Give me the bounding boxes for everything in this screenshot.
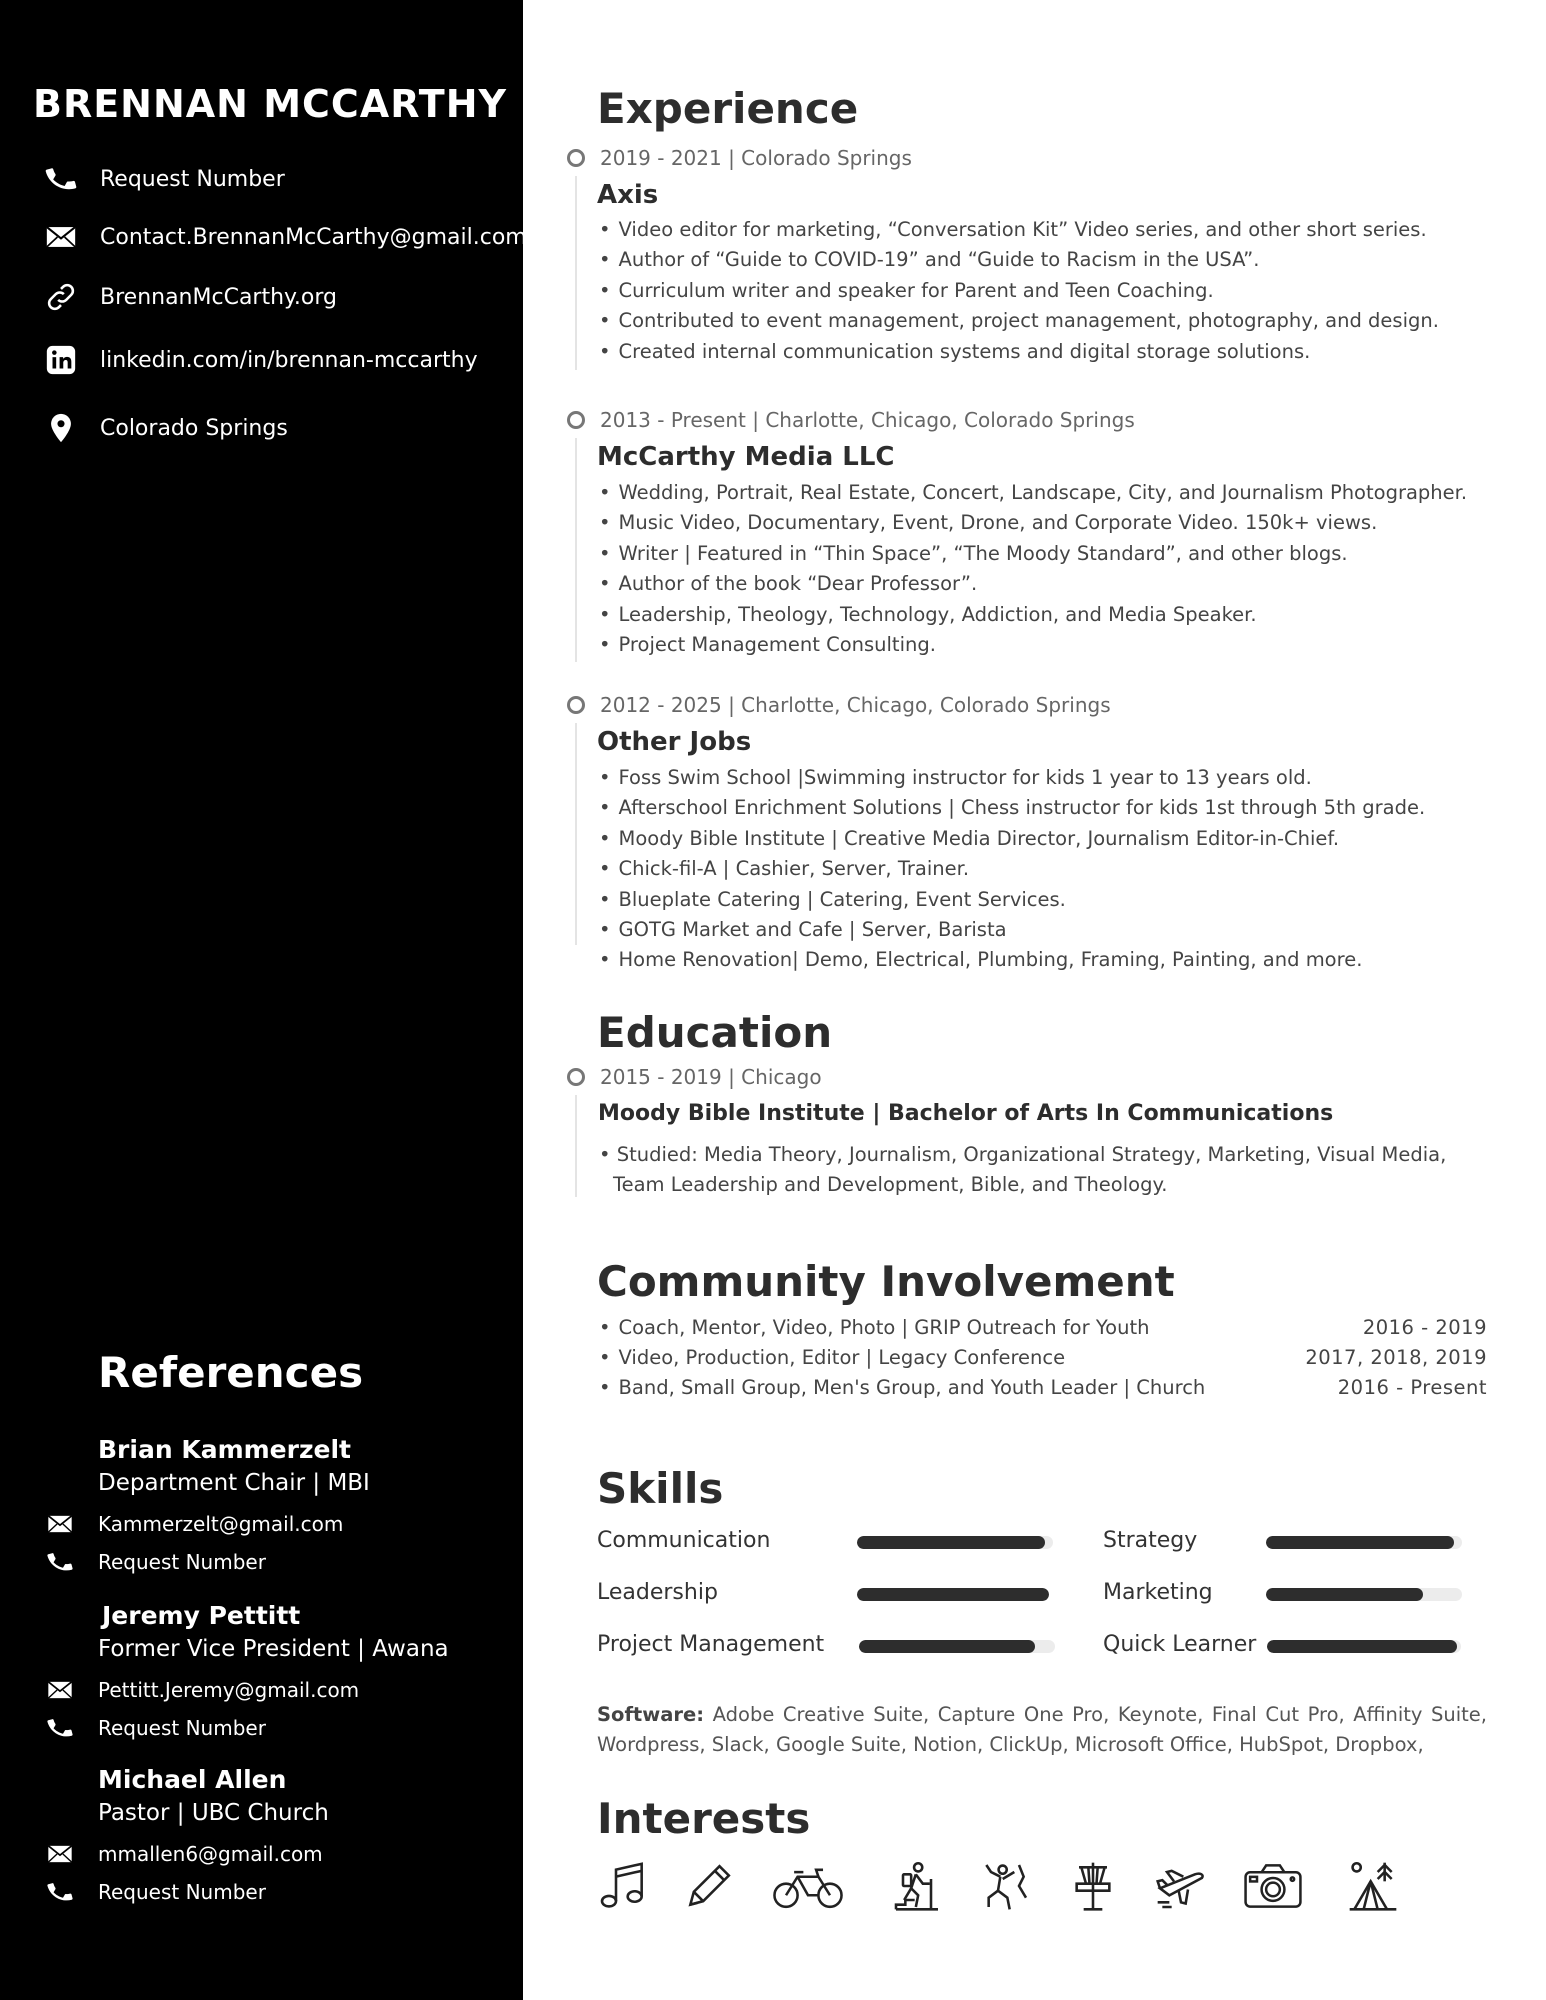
- hiking-icon: [889, 1858, 945, 1914]
- phone-icon: [44, 1712, 76, 1744]
- timeline-dot: [567, 411, 585, 429]
- bullet-item: • Blueplate Catering | Catering, Event Services.: [599, 885, 1425, 915]
- software-list: [597, 1700, 1487, 1760]
- timeline-dot: [567, 1068, 585, 1086]
- reference-phone-text: Request Number: [98, 1880, 266, 1904]
- education-title: Education: [597, 1008, 833, 1057]
- skill-bar: [857, 1588, 1049, 1601]
- skill-fill: [1267, 1640, 1457, 1653]
- reference-email-text[interactable]: Pettitt.Jeremy@gmail.com: [98, 1678, 360, 1702]
- reference-role: Pastor | UBC Church: [98, 1800, 329, 1826]
- camping-icon: [1345, 1858, 1401, 1914]
- camera-icon: [1241, 1858, 1305, 1914]
- bullet-item: • Wedding, Portrait, Real Estate, Concert, Landscape, City, and Journalism Photographer.: [599, 478, 1467, 508]
- bullet-item: • Chick-fil-A | Cashier, Server, Trainer.: [599, 854, 1425, 884]
- reference-phone: [44, 1876, 266, 1908]
- skill-fill: [857, 1536, 1045, 1549]
- bullet-item: • Contributed to event management, project management, photography, and design.: [599, 306, 1439, 336]
- entry-company: Other Jobs: [597, 727, 752, 757]
- entry-bullets: [599, 478, 1467, 660]
- bullet-item: • Video editor for marketing, “Conversation Kit” Video series, and other short series.: [599, 215, 1439, 245]
- sidebar: [0, 0, 527, 2000]
- bullet-item: • Author of the book “Dear Professor”.: [599, 569, 1467, 599]
- entry-bullets: [599, 215, 1439, 367]
- skill-label: Leadership: [597, 1580, 718, 1605]
- contact-phone: [42, 160, 285, 198]
- main-content: [523, 0, 1546, 2000]
- reference-email[interactable]: [44, 1838, 323, 1870]
- reference-email[interactable]: [44, 1508, 343, 1540]
- references-title: References: [98, 1348, 364, 1397]
- skill-fill: [857, 1588, 1049, 1601]
- entry-bullets: [599, 763, 1425, 976]
- community-item: [599, 1346, 1487, 1369]
- linkedin-icon: [42, 341, 80, 379]
- entry-date: 2015 - 2019 | Chicago: [600, 1065, 822, 1089]
- skill-bar: [1266, 1536, 1462, 1549]
- bullet-item: • Author of “Guide to COVID-19” and “Guide to Racism in the USA”.: [599, 245, 1439, 275]
- bullet-item: • Afterschool Enrichment Solutions | Chess instructor for kids 1st through 5th grade.: [599, 793, 1425, 823]
- education-degree: Moody Bible Institute | Bachelor of Arts In Communications: [598, 1101, 1334, 1126]
- community-label: • Band, Small Group, Men's Group, and Youth Leader | Church: [599, 1376, 1205, 1399]
- bullet-item: • Leadership, Theology, Technology, Addiction, and Media Speaker.: [599, 600, 1467, 630]
- bullet-item: • Created internal communication systems and digital storage solutions.: [599, 337, 1439, 367]
- skills-title: Skills: [597, 1464, 724, 1513]
- reference-name: Michael Allen: [98, 1765, 287, 1794]
- contact-email-text[interactable]: Contact.BrennanMcCarthy@gmail.com: [100, 224, 527, 250]
- skill-label: Strategy: [1103, 1528, 1198, 1553]
- envelope-icon: [42, 218, 80, 256]
- entry-date: 2013 - Present | Charlotte, Chicago, Colorado Springs: [600, 408, 1135, 432]
- timeline-dot: [567, 696, 585, 714]
- timeline-line: [575, 176, 577, 370]
- education-studied-line: • Studied: Media Theory, Journalism, Organizational Strategy, Marketing, Visual Media,: [599, 1143, 1447, 1166]
- bullet-item: • Foss Swim School |Swimming instructor for kids 1 year to 13 years old.: [599, 763, 1425, 793]
- education-studied-line: Team Leadership and Development, Bible, and Theology.: [613, 1173, 1168, 1196]
- contact-phone-text: Request Number: [100, 166, 285, 192]
- skill-bar: [1267, 1640, 1461, 1653]
- contact-website[interactable]: [42, 278, 337, 316]
- software-label: Software:: [597, 1703, 705, 1726]
- reference-phone-text: Request Number: [98, 1550, 266, 1574]
- reference-email[interactable]: [44, 1674, 359, 1706]
- community-years: 2016 - 2019: [1362, 1316, 1487, 1339]
- envelope-icon: [44, 1838, 76, 1870]
- reference-role: Former Vice President | Awana: [98, 1636, 449, 1662]
- experience-title: Experience: [597, 84, 859, 133]
- skill-label: Communication: [597, 1528, 771, 1553]
- community-years: 2017, 2018, 2019: [1305, 1346, 1487, 1369]
- timeline-line: [575, 1095, 577, 1197]
- skill-label: Project Management: [597, 1632, 825, 1657]
- climbing-icon: [977, 1858, 1033, 1914]
- community-label: • Video, Production, Editor | Legacy Conference: [599, 1346, 1065, 1369]
- contact-linkedin[interactable]: [42, 341, 478, 379]
- education-studied: [599, 1140, 1479, 1200]
- skill-fill: [1266, 1588, 1423, 1601]
- contact-location-text: Colorado Springs: [100, 415, 288, 441]
- reference-phone: [44, 1712, 266, 1744]
- bullet-item: • Project Management Consulting.: [599, 630, 1467, 660]
- link-icon: [42, 278, 80, 316]
- skill-bar: [859, 1640, 1055, 1653]
- skill-fill: [1266, 1536, 1454, 1549]
- airplane-icon: [1153, 1858, 1209, 1914]
- timeline-line: [575, 723, 577, 945]
- reference-email-text[interactable]: mmallen6@gmail.com: [98, 1842, 323, 1866]
- community-label: • Coach, Mentor, Video, Photo | GRIP Outreach for Youth: [599, 1316, 1149, 1339]
- phone-icon: [42, 160, 80, 198]
- software-text: Adobe Creative Suite, Capture One Pro, Keynote, Final Cut Pro, Affinity Suite, Wordpress, Slack, Google Suite, Notion, ClickUp, Microsoft Office, HubSpot, Dropbox,: [597, 1703, 1488, 1756]
- resume-name: BRENNAN MCCARTHY: [32, 82, 508, 126]
- pencil-icon: [681, 1858, 737, 1914]
- envelope-icon: [44, 1674, 76, 1706]
- reference-phone: [44, 1546, 266, 1578]
- community-years: 2016 - Present: [1337, 1376, 1487, 1399]
- skill-bar: [1266, 1588, 1462, 1601]
- community-item: [599, 1376, 1487, 1399]
- bicycle-icon: [771, 1858, 845, 1914]
- contact-email[interactable]: [42, 218, 527, 256]
- disc-golf-icon: [1065, 1858, 1121, 1914]
- phone-icon: [44, 1876, 76, 1908]
- reference-name: Jeremy Pettitt: [102, 1601, 301, 1630]
- contact-linkedin-text[interactable]: linkedin.com/in/brennan-mccarthy: [100, 347, 478, 373]
- reference-phone-text: Request Number: [98, 1716, 266, 1740]
- entry-company: McCarthy Media LLC: [597, 442, 895, 472]
- timeline-dot: [567, 149, 585, 167]
- entry-date: 2019 - 2021 | Colorado Springs: [600, 146, 912, 170]
- location-pin-icon: [42, 409, 80, 447]
- bullet-item: • Moody Bible Institute | Creative Media Director, Journalism Editor-in-Chief.: [599, 824, 1425, 854]
- reference-role: Department Chair | MBI: [98, 1470, 370, 1496]
- community-title: Community Involvement: [597, 1257, 1175, 1306]
- skill-bar: [857, 1536, 1053, 1549]
- contact-location: [42, 409, 288, 447]
- entry-date: 2012 - 2025 | Charlotte, Chicago, Colorado Springs: [600, 693, 1111, 717]
- skill-label: Quick Learner: [1103, 1632, 1257, 1657]
- envelope-icon: [44, 1508, 76, 1540]
- bullet-item: • Writer | Featured in “Thin Space”, “The Moody Standard”, and other blogs.: [599, 539, 1467, 569]
- music-icon: [595, 1858, 651, 1914]
- phone-icon: [44, 1546, 76, 1578]
- skill-fill: [859, 1640, 1035, 1653]
- bullet-item: • Curriculum writer and speaker for Parent and Teen Coaching.: [599, 276, 1439, 306]
- bullet-item: • Music Video, Documentary, Event, Drone, and Corporate Video. 150k+ views.: [599, 508, 1467, 538]
- timeline-line: [575, 438, 577, 662]
- reference-name: Brian Kammerzelt: [98, 1435, 351, 1464]
- bullet-item: • Home Renovation| Demo, Electrical, Plumbing, Framing, Painting, and more.: [599, 945, 1425, 975]
- skill-label: Marketing: [1103, 1580, 1213, 1605]
- contact-website-text[interactable]: BrennanMcCarthy.org: [100, 284, 337, 310]
- entry-company: Axis: [597, 180, 659, 210]
- bullet-item: • GOTG Market and Cafe | Server, Barista: [599, 915, 1425, 945]
- interests-title: Interests: [597, 1794, 811, 1843]
- reference-email-text[interactable]: Kammerzelt@gmail.com: [98, 1512, 344, 1536]
- community-item: [599, 1316, 1487, 1339]
